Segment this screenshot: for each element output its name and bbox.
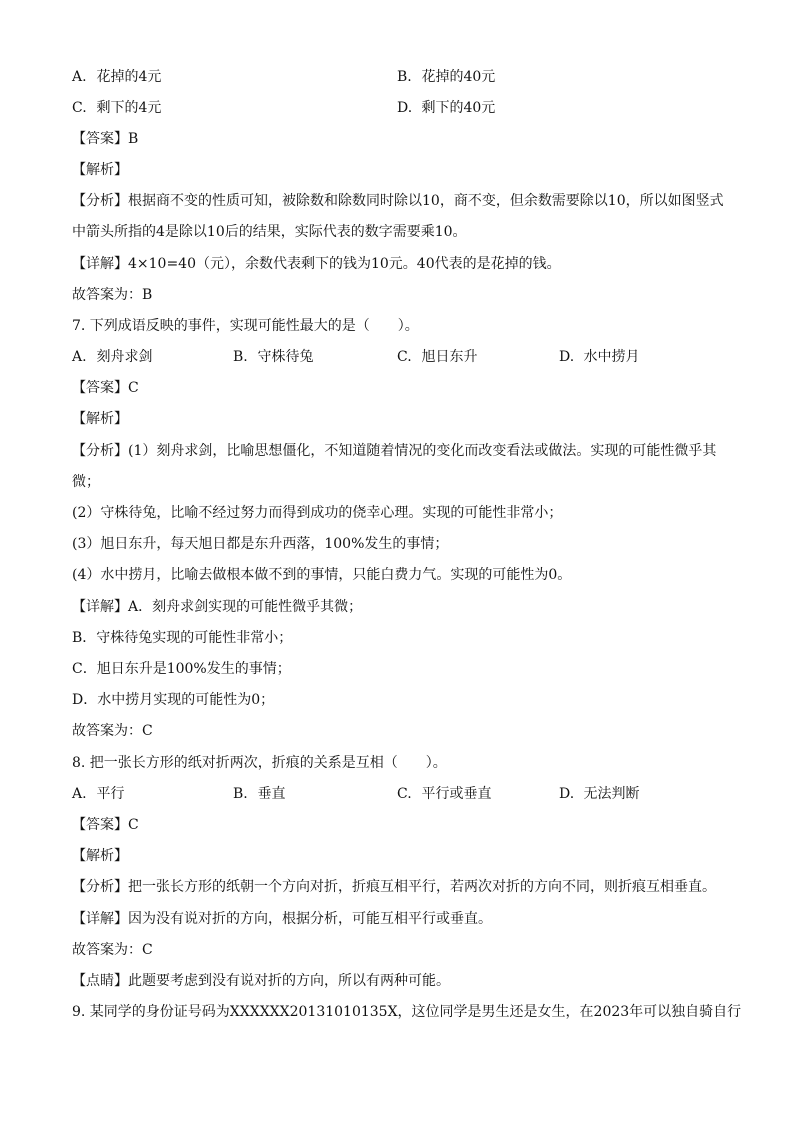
option-label: B. (397, 69, 412, 85)
option-label: C. (397, 349, 412, 365)
analysis-text: (3）旭日东升，每天旭日都是东升西落，100%发生的事情； (72, 536, 449, 552)
detail-text: 【详解】4×10=40（元），余数代表剩下的钱为10元。40代表的是花掉的钱。 (72, 256, 561, 272)
option-label: A. (72, 786, 87, 802)
detail-text: D．水中捞月实现的可能性为0； (72, 692, 275, 708)
option-text: 守株待兔 (257, 349, 314, 365)
option-c (72, 98, 161, 118)
detail-text: 【详解】A．刻舟求剑实现的可能性微乎其微； (72, 599, 363, 615)
option-text: 剩下的4元 (96, 100, 162, 116)
option-label: D. (397, 100, 413, 116)
option-label: B. (233, 349, 248, 365)
option-a (72, 67, 161, 87)
analysis-text: 【分析】(1）刻舟求剑，比喻思想僵化，不知道随着情况的变化而改变看法或做法。实现的可能性微乎其 (72, 443, 717, 459)
answer-line: 【答案】C (72, 817, 139, 833)
option-text: 平行 (96, 786, 125, 802)
answer-line: 【答案】C (72, 380, 139, 396)
option-text: 水中捞月 (583, 349, 640, 365)
conclusion-line: 故答案为：B (72, 287, 153, 303)
option-text: 垂直 (257, 786, 286, 802)
answer-line: 【答案】B (72, 131, 139, 147)
option-b (233, 784, 285, 804)
option-label: B. (233, 786, 248, 802)
conclusion-line: 故答案为：C (72, 723, 153, 739)
option-text: 花掉的40元 (421, 69, 496, 85)
option-c (397, 347, 477, 367)
option-text: 花掉的4元 (96, 69, 162, 85)
question-stem: 7. 下列成语反映的事件，实现可能性最大的是（ ）。 (72, 318, 419, 334)
detail-text: C．旭日东升是100%发生的事情； (72, 661, 291, 677)
analysis-heading: 【解析】 (72, 848, 128, 864)
option-d (559, 347, 639, 367)
conclusion-line: 故答案为：C (72, 942, 153, 958)
comment-text: 【点睛】此题要考虑到没有说对折的方向，所以有两种可能。 (72, 973, 450, 989)
analysis-text: (4）水中捞月，比喻去做根本做不到的事情，只能白费力气。实现的可能性为0。 (72, 567, 572, 583)
detail-text: 【详解】因为没有说对折的方向，根据分析，可能互相平行或垂直。 (72, 911, 492, 927)
option-text: 剩下的40元 (421, 100, 496, 116)
analysis-text: 【分析】根据商不变的性质可知，被除数和除数同时除以10，商不变，但余数需要除以10，所以如图竖式 (72, 193, 724, 209)
detail-text: B．守株待兔实现的可能性非常小； (72, 630, 293, 646)
analysis-text: (2）守株待兔，比喻不经过努力而得到成功的侥幸心理。实现的可能性非常小； (72, 505, 563, 521)
option-text: 旭日东升 (421, 349, 478, 365)
analysis-text: 中箭头所指的4是除以10后的结果，实际代表的数字需要乘10。 (72, 224, 467, 240)
option-a (72, 784, 124, 804)
analysis-heading: 【解析】 (72, 411, 128, 427)
option-c (397, 784, 491, 804)
question-stem: 8. 把一张长方形的纸对折两次，折痕的关系是互相（ ）。 (72, 755, 447, 771)
option-label: D. (559, 786, 575, 802)
option-label: C. (397, 786, 412, 802)
analysis-text: 微； (72, 474, 100, 490)
option-label: A. (72, 69, 87, 85)
option-d (559, 784, 639, 804)
option-label: D. (559, 349, 575, 365)
analysis-heading: 【解析】 (72, 162, 128, 178)
option-d (397, 98, 495, 118)
question-stem: 9. 某同学的身份证号码为XXXXXX20131010135X，这位同学是男生还是女生，在2023年可以独自骑自行 (72, 1004, 742, 1020)
option-text: 无法判断 (583, 786, 640, 802)
analysis-text: 【分析】把一张长方形的纸朝一个方向对折，折痕互相平行，若两次对折的方向不同，则折痕互相垂直。 (72, 879, 716, 895)
option-text: 平行或垂直 (421, 786, 492, 802)
option-label: A. (72, 349, 87, 365)
option-text: 刻舟求剑 (96, 349, 153, 365)
option-b (397, 67, 495, 87)
option-label: C. (72, 100, 87, 116)
option-a (72, 347, 152, 367)
option-b (233, 347, 313, 367)
